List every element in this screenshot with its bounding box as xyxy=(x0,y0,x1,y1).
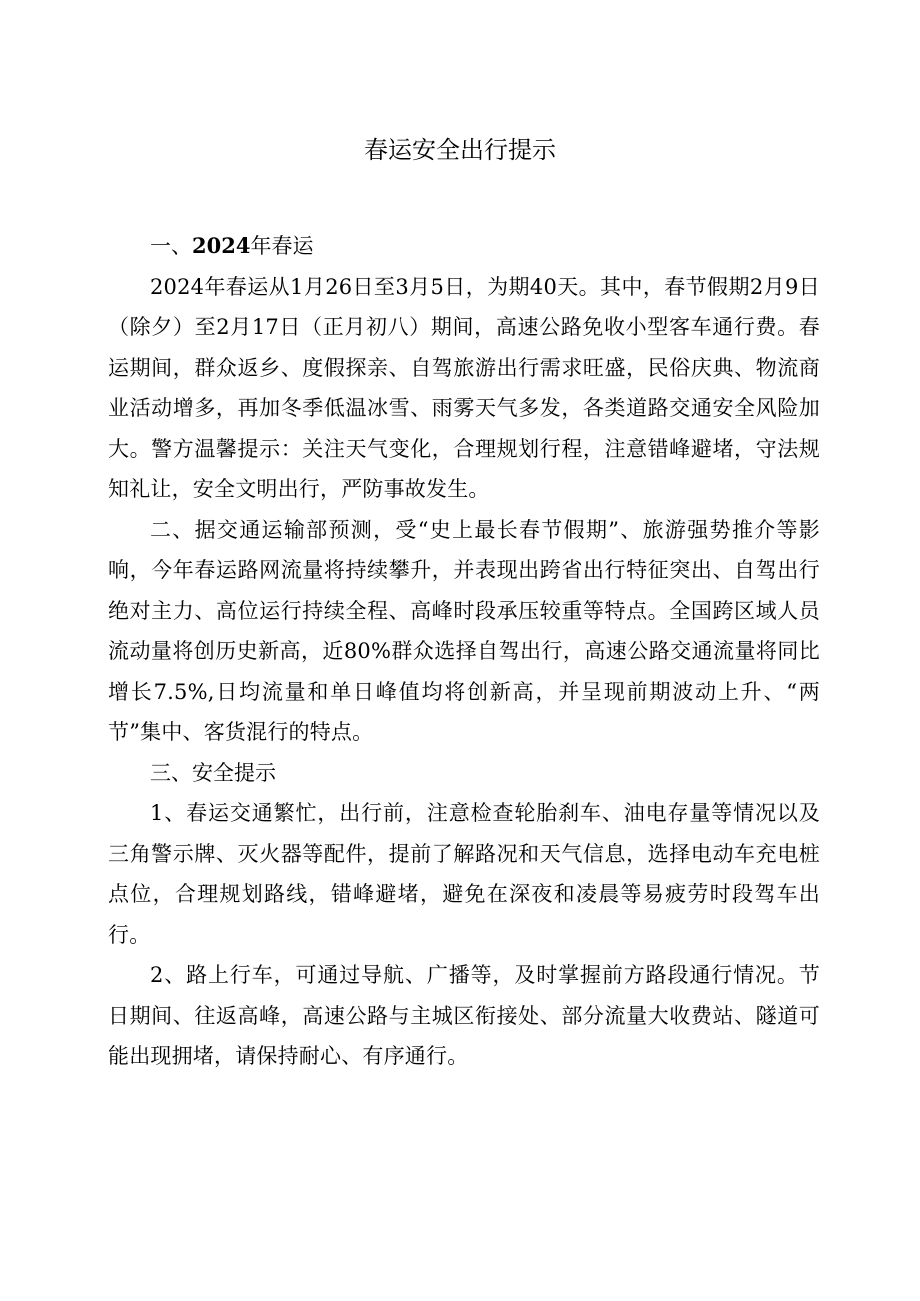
paragraph-traffic-forecast: 二、据交通运输部预测，受“史上最长春节假期”、旅游强势推介等影响，今年春运路网流量将持续攀升，并表现出跨省出行特征突出、自驾出行绝对主力、高位运行持续全程、高峰时段承压较重等特点。全国跨区域人员流动量将创历史新高，近80%群众选择自驾出行，高速公路交通流量将同比增长7.5%,日均流量和单日峰值均将创新高，并呈现前期波动上升、“两节”集中、客货混行的特点。 xyxy=(108,517,820,744)
document-body xyxy=(108,226,820,1077)
section-heading-1-suffix: 年春运 xyxy=(250,234,314,258)
section-heading-1 xyxy=(108,226,820,267)
document-title: 春运安全出行提示 xyxy=(364,136,556,164)
safety-tip-2: 2、路上行车，可通过导航、广播等，及时掌握前方路段通行情况。节日期间、往返高峰，高速公路与主城区衔接处、部分流量大收费站、隧道可能出现拥堵，请保持耐心、有序通行。 xyxy=(108,963,820,1068)
section-heading-1-year: 2024 xyxy=(192,233,251,258)
paragraph-spring-festival-overview: 2024年春运从1月26日至3月5日，为期40天。其中，春节假期2月9日（除夕）至2月17日（正月初八）期间，高速公路免收小型客车通行费。春运期间，群众返乡、度假探亲、自驾旅游出行需求旺盛，民俗庆典、物流商业活动增多，再加冬季低温冰雪、雨雾天气多发，各类道路交通安全风险加大。警方温馨提示：关注天气变化，合理规划行程，注意错峰避堵，守法规知礼让，安全文明出行，严防事故发生。 xyxy=(108,274,820,501)
safety-tip-1: 1、春运交通繁忙，出行前，注意检查轮胎刹车、油电存量等情况以及三角警示牌、灭火器等配件，提前了解路况和天气信息，选择电动车充电桩点位，合理规划路线，错峰避堵，避免在深夜和凌晨等易疲劳时段驾车出行。 xyxy=(108,801,820,947)
section-heading-1-prefix: 一、 xyxy=(150,234,192,258)
section-heading-3: 三、安全提示 xyxy=(150,760,276,785)
